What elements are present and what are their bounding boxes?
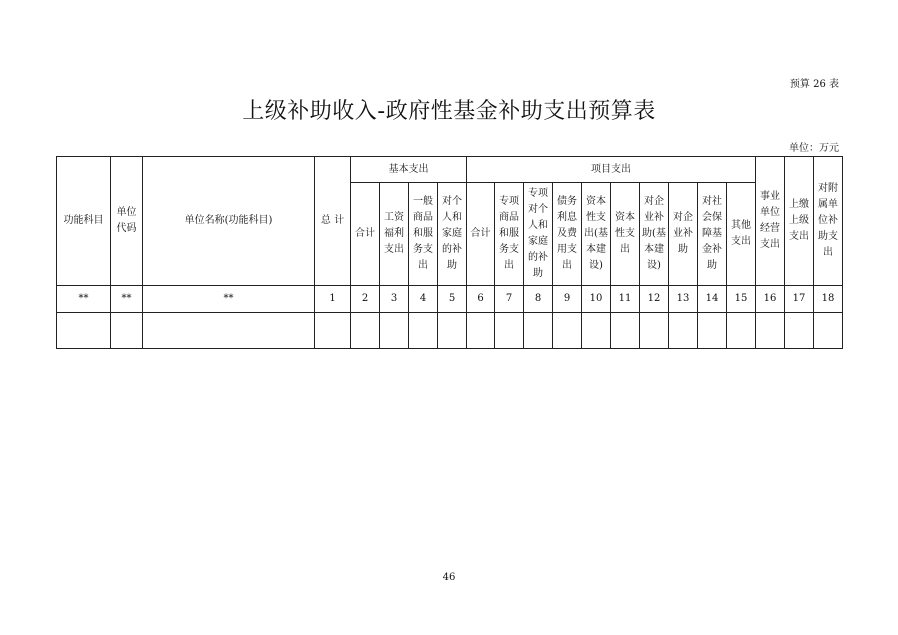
unit-label: 单位：万元 <box>789 143 839 154</box>
header-project-col: 合计 <box>467 183 495 286</box>
empty-cell <box>380 313 409 349</box>
header-row-groups <box>57 157 843 183</box>
code-unit-code: ** <box>111 286 143 313</box>
header-project-col: 对社会保障基金补助 <box>698 183 727 286</box>
header-project-col: 资本性支出(基本建设) <box>582 183 611 286</box>
code-number: 14 <box>698 286 727 313</box>
empty-cell <box>611 313 640 349</box>
empty-cell <box>524 313 553 349</box>
header-function-subject: 功能科目 <box>57 157 111 286</box>
code-unit-name: ** <box>143 286 315 313</box>
header-group-basic: 基本支出 <box>351 157 467 183</box>
empty-cell <box>698 313 727 349</box>
form-number: 预算 26 表 <box>789 79 839 90</box>
header-basic-col: 对个人和家庭的补助 <box>438 183 467 286</box>
header-business-expense: 事业单位经营支出 <box>756 157 785 286</box>
empty-cell <box>438 313 467 349</box>
empty-cell <box>640 313 669 349</box>
code-function-subject: ** <box>57 286 111 313</box>
code-number: 8 <box>524 286 553 313</box>
code-number: 16 <box>756 286 785 313</box>
code-number: 9 <box>553 286 582 313</box>
header-unit-name: 单位名称(功能科目) <box>143 157 315 286</box>
code-number: 2 <box>351 286 380 313</box>
empty-cell <box>467 313 495 349</box>
empty-cell <box>409 313 438 349</box>
empty-cell <box>669 313 698 349</box>
code-number: 18 <box>814 286 843 313</box>
code-number: 1 <box>315 286 351 313</box>
header-project-col: 对企业补助 <box>669 183 698 286</box>
code-number: 12 <box>640 286 669 313</box>
code-number: 5 <box>438 286 467 313</box>
header-basic-col: 工资福利支出 <box>380 183 409 286</box>
code-number: 13 <box>669 286 698 313</box>
header-project-col: 其他支出 <box>727 183 756 286</box>
empty-cell <box>57 313 111 349</box>
header-project-col: 专项对个人和家庭的补助 <box>524 183 553 286</box>
empty-cell <box>111 313 143 349</box>
empty-cell <box>785 313 814 349</box>
empty-cell <box>756 313 785 349</box>
page-number: 46 <box>442 572 456 583</box>
header-project-col: 资本性支出 <box>611 183 640 286</box>
header-affiliated-subsidy: 对附属单位补助支出 <box>814 157 843 286</box>
header-project-col: 专项商品和服务支出 <box>495 183 524 286</box>
empty-cell <box>582 313 611 349</box>
empty-cell <box>727 313 756 349</box>
code-number: 7 <box>495 286 524 313</box>
header-basic-col: 一般商品和服务支出 <box>409 183 438 286</box>
header-group-project: 项目支出 <box>467 157 756 183</box>
empty-cell <box>143 313 315 349</box>
empty-cell <box>814 313 843 349</box>
code-number: 3 <box>380 286 409 313</box>
empty-cell <box>495 313 524 349</box>
empty-data-row <box>57 313 843 349</box>
header-basic-col: 合计 <box>351 183 380 286</box>
empty-cell <box>553 313 582 349</box>
code-number: 4 <box>409 286 438 313</box>
code-number: 17 <box>785 286 814 313</box>
code-number: 15 <box>727 286 756 313</box>
header-unit-code: 单位代码 <box>111 157 143 286</box>
code-number: 6 <box>467 286 495 313</box>
empty-cell <box>315 313 351 349</box>
header-total: 总 计 <box>315 157 351 286</box>
page-title: 上级补助收入-政府性基金补助支出预算表 <box>242 99 656 124</box>
empty-cell <box>351 313 380 349</box>
header-project-col: 对企业补助(基本建设) <box>640 183 669 286</box>
header-upper-payment: 上缴上级支出 <box>785 157 814 286</box>
code-row <box>57 286 843 313</box>
code-number: 10 <box>582 286 611 313</box>
budget-table <box>56 156 843 349</box>
code-number: 11 <box>611 286 640 313</box>
header-project-col: 债务利息及费用支出 <box>553 183 582 286</box>
